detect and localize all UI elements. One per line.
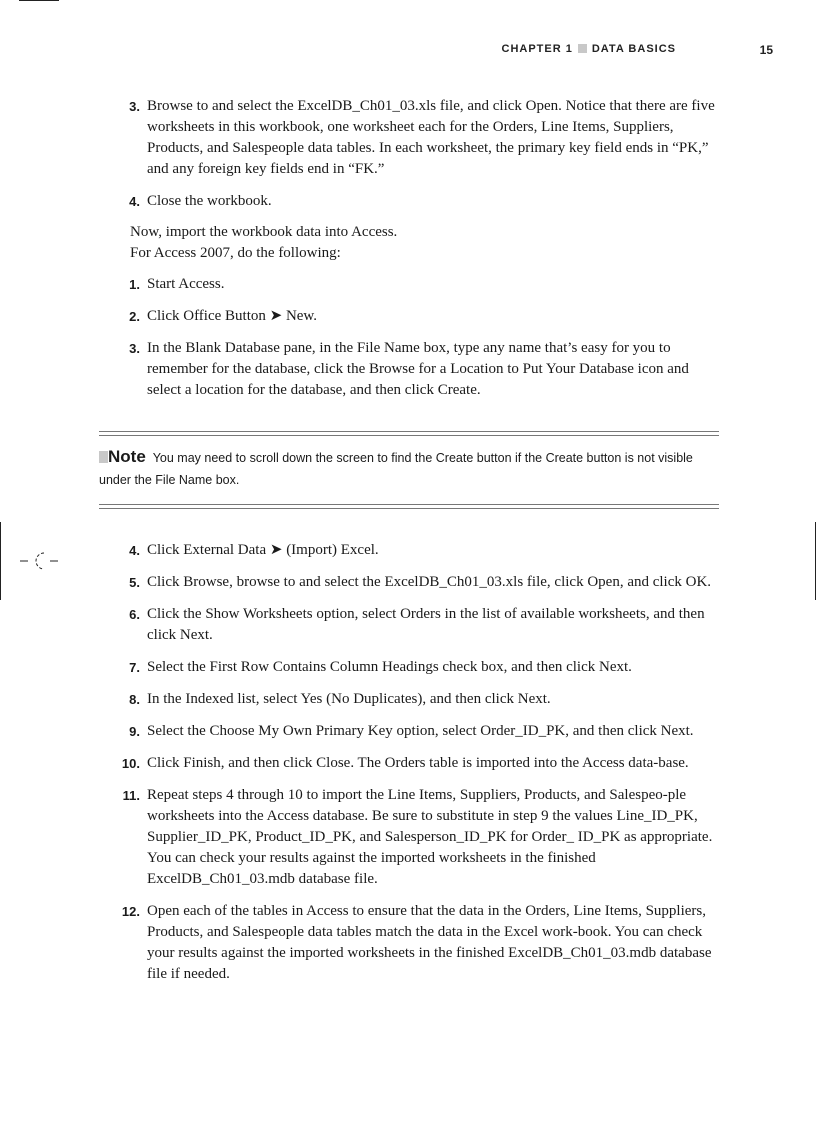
list-item xyxy=(99,721,719,742)
step-text: Select the Choose My Own Primary Key option, select Order_ID_PK, and then click Next. xyxy=(147,723,694,739)
step-number: 4. xyxy=(129,194,140,209)
list-item xyxy=(99,657,719,678)
step-number: 5. xyxy=(129,575,140,590)
list-item xyxy=(99,338,719,401)
step-text: Start Access. xyxy=(147,276,225,292)
list-item xyxy=(99,274,719,295)
step-number: 1. xyxy=(129,277,140,292)
note-rule-bottom xyxy=(99,504,719,509)
note-box xyxy=(99,446,719,491)
chapter-heading xyxy=(502,43,676,55)
step-number: 12. xyxy=(121,904,140,919)
step-number: 11. xyxy=(122,788,140,803)
step-text: Open each of the tables in Access to ensure that the data in the Orders, Line Items, Suppliers, Products, and Salespeople data tables match the data in the Excel work-book. You can check your results against the imported worksheets in the finished ExcelDB_Ch01_03.mdb database file if needed. xyxy=(147,903,712,982)
steps-list-b xyxy=(99,274,719,401)
step-number: 6. xyxy=(129,607,140,622)
step-number: 2. xyxy=(129,309,140,324)
intro-line: Now, import the workbook data into Access. xyxy=(130,224,398,240)
list-item xyxy=(99,572,719,593)
step-number: 8. xyxy=(129,692,140,707)
steps-list-a xyxy=(99,96,719,212)
running-header xyxy=(0,43,773,59)
list-item xyxy=(99,96,719,180)
note-marker-icon xyxy=(99,451,108,463)
step-number: 3. xyxy=(129,341,140,356)
registration-mark-icon xyxy=(14,548,64,574)
step-text: Browse to and select the ExcelDB_Ch01_03.xls file, and click Open. Notice that there are five worksheets in this workbook, one worksheet each for the Orders, Line Items, Suppliers, Products, and Salespeople data tables. In each worksheet, the primary key field ends in “PK,” and any foreign key fields end in “FK.” xyxy=(147,98,715,177)
intro-line: For Access 2007, do the following: xyxy=(130,245,341,261)
list-item xyxy=(99,306,719,327)
steps-list-c xyxy=(99,540,719,985)
step-text: Repeat steps 4 through 10 to import the Line Items, Suppliers, Products, and Salespeo-ple worksheets into the Access database. Be sure to substitute in step 9 the values Line_ID_PK, Supplier_ID_PK, Product_ID_PK, and Salesperson_ID_PK for Order_ ID_PK as appropriate. You can check your results against the imported worksheets in the finished ExcelDB_Ch01_03.mdb database file. xyxy=(147,787,713,887)
step-text: Click Finish, and then click Close. The Orders table is imported into the Access data-base. xyxy=(147,755,689,771)
step-text: In the Blank Database pane, in the File Name box, type any name that’s easy for you to remember for the database, click the Browse for a Location to Put Your Database icon and select a location for the database, and then click Create. xyxy=(147,340,689,398)
step-number: 9. xyxy=(129,724,140,739)
step-text: Select the First Row Contains Column Headings check box, and then click Next. xyxy=(147,659,632,675)
list-item xyxy=(99,604,719,646)
step-number: 4. xyxy=(129,543,140,558)
list-item xyxy=(99,753,719,774)
list-item xyxy=(99,901,719,985)
step-number: 3. xyxy=(129,99,140,114)
crop-mark-left xyxy=(0,522,1,600)
list-item xyxy=(99,689,719,710)
list-item xyxy=(99,785,719,890)
step-text: Click Office Button ➤ New. xyxy=(147,308,318,324)
note-text: You may need to scroll down the screen to find the Create button if the Create button is not visible under the File Name box. xyxy=(99,451,693,487)
step-text: In the Indexed list, select Yes (No Duplicates), and then click Next. xyxy=(147,691,551,707)
intro-paragraph xyxy=(130,222,710,264)
step-text: Close the workbook. xyxy=(147,193,272,209)
square-bullet-icon xyxy=(578,44,587,53)
list-item xyxy=(99,540,719,561)
page-number: 15 xyxy=(759,43,773,57)
step-number: 10. xyxy=(121,756,140,771)
chapter-title: DATA BASICS xyxy=(591,43,676,55)
list-item xyxy=(99,191,719,212)
chapter-label: CHAPTER 1 xyxy=(501,43,573,55)
step-text: Click External Data ➤ (Import) Excel. xyxy=(147,542,379,558)
step-text: Click the Show Worksheets option, select Orders in the list of available worksheets, and then click Next. xyxy=(147,606,705,643)
note-label: Note xyxy=(108,447,146,466)
crop-mark-top-left xyxy=(19,0,59,1)
note-rule-top xyxy=(99,431,719,436)
step-number: 7. xyxy=(129,660,140,675)
step-text: Click Browse, browse to and select the ExcelDB_Ch01_03.xls file, click Open, and click OK. xyxy=(147,574,712,590)
